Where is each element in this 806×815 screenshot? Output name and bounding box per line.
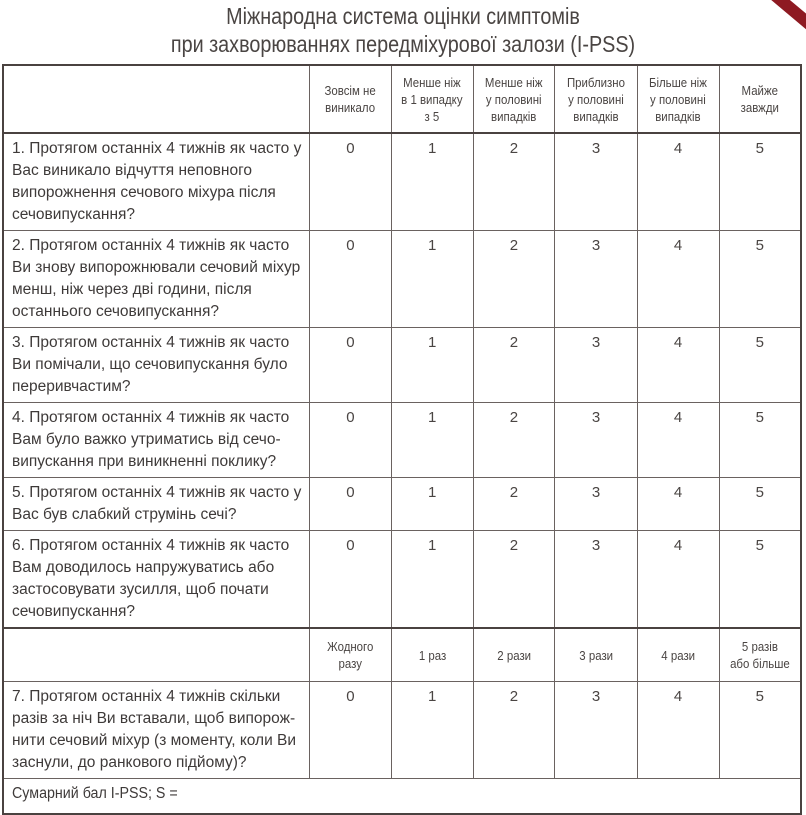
header-freq-4 xyxy=(637,65,719,133)
score-option[interactable]: 0 xyxy=(309,231,391,328)
score-option[interactable]: 1 xyxy=(391,403,473,478)
question-3-text: 3. Протягом останніх 4 тижнів як часто Ви помічали, що сечовипускання було переривчастим? xyxy=(3,328,309,403)
score-option[interactable]: 3 xyxy=(555,682,637,779)
score-option[interactable]: 4 xyxy=(637,231,719,328)
score-option[interactable]: 1 xyxy=(391,682,473,779)
title-line-2: при захворюваннях передміхурової залози (I-PSS) xyxy=(170,31,636,57)
header-freq-0 xyxy=(309,65,391,133)
score-option[interactable]: 3 xyxy=(555,478,637,531)
header-empty-cell xyxy=(3,65,309,133)
score-option[interactable]: 2 xyxy=(473,231,555,328)
score-option[interactable]: 0 xyxy=(309,328,391,403)
header-label: Майже завжди xyxy=(740,83,779,115)
question-row-3 xyxy=(3,328,801,403)
ipss-table xyxy=(2,64,802,815)
score-option[interactable]: 2 xyxy=(473,133,555,231)
score-option[interactable]: 1 xyxy=(391,231,473,328)
question-1-text: 1. Протягом останніх 4 тижнів як часто у Вас виникало відчуття неповного випорожнення сечового міхура після сечовипускання? xyxy=(3,133,309,231)
score-option[interactable]: 0 xyxy=(309,478,391,531)
score-option[interactable]: 3 xyxy=(555,403,637,478)
score-option[interactable]: 0 xyxy=(309,682,391,779)
score-option[interactable]: 4 xyxy=(637,133,719,231)
question-7-text: 7. Протягом останніх 4 тижнів скільки разів за ніч Ви вставали, щоб випорож-нити сечовий міхур (з моменту, коли Ви заснули, до ранкового підйому)? xyxy=(3,682,309,779)
score-option[interactable]: 3 xyxy=(555,328,637,403)
header-nocturia-0 xyxy=(309,628,391,682)
score-option[interactable]: 0 xyxy=(309,531,391,629)
score-option[interactable]: 3 xyxy=(555,531,637,629)
question-row-6 xyxy=(3,531,801,629)
score-option[interactable]: 5 xyxy=(719,403,801,478)
score-option[interactable]: 0 xyxy=(309,403,391,478)
question-row-7 xyxy=(3,682,801,779)
nocturia-header-empty-cell xyxy=(3,628,309,682)
score-option[interactable]: 4 xyxy=(637,682,719,779)
header-label: 3 рази xyxy=(579,647,613,663)
score-option[interactable]: 3 xyxy=(555,231,637,328)
score-option[interactable]: 5 xyxy=(719,531,801,629)
question-5-text: 5. Протягом останніх 4 тижнів як часто у Вас був слабкий струмінь сечі? xyxy=(3,478,309,531)
header-nocturia-4 xyxy=(637,628,719,682)
score-option[interactable]: 2 xyxy=(473,328,555,403)
score-option[interactable]: 2 xyxy=(473,478,555,531)
corner-stripe-dark xyxy=(752,0,806,50)
score-option[interactable]: 5 xyxy=(719,478,801,531)
score-option[interactable]: 4 xyxy=(637,531,719,629)
header-label: Більше ніж у половині випадків xyxy=(649,74,708,124)
score-option[interactable]: 1 xyxy=(391,531,473,629)
question-row-1 xyxy=(3,133,801,231)
score-option[interactable]: 1 xyxy=(391,133,473,231)
nocturia-header-row xyxy=(3,628,801,682)
question-6-text: 6. Протягом останніх 4 тижнів як часто Вам доводилось напружуватись або застосовувати зусилля, щоб почати сечовипускання? xyxy=(3,531,309,629)
header-nocturia-3 xyxy=(555,628,637,682)
score-option[interactable]: 1 xyxy=(391,478,473,531)
questions-body xyxy=(3,133,801,628)
header-label: Жодного разу xyxy=(327,639,374,671)
question-2-text: 2. Протягом останніх 4 тижнів як часто Ви знову випорожнювали сечовий міхур менш, ніж через дві години, після останнього сечовипускання? xyxy=(3,231,309,328)
total-score-cell[interactable] xyxy=(3,779,801,815)
question-row-5 xyxy=(3,478,801,531)
score-option[interactable]: 5 xyxy=(719,133,801,231)
score-option[interactable]: 5 xyxy=(719,328,801,403)
score-option[interactable]: 1 xyxy=(391,328,473,403)
total-row xyxy=(3,779,801,815)
header-freq-1 xyxy=(391,65,473,133)
score-option[interactable]: 2 xyxy=(473,682,555,779)
title-line-1: Міжнародна система оцінки симптомів xyxy=(226,3,580,29)
header-label: Менше ніж у половині випадків xyxy=(485,74,543,124)
score-option[interactable]: 2 xyxy=(473,403,555,478)
header-label: 2 рази xyxy=(497,647,531,663)
page-title xyxy=(56,2,749,58)
header-freq-2 xyxy=(473,65,555,133)
header-label: Менше ніж в 1 випадку з 5 xyxy=(401,74,463,124)
score-option[interactable]: 4 xyxy=(637,328,719,403)
score-option[interactable]: 5 xyxy=(719,231,801,328)
score-option[interactable]: 2 xyxy=(473,531,555,629)
header-freq-3 xyxy=(555,65,637,133)
question-row-2 xyxy=(3,231,801,328)
score-option[interactable]: 4 xyxy=(637,403,719,478)
score-option[interactable]: 5 xyxy=(719,682,801,779)
corner-decoration xyxy=(746,0,806,50)
header-label: 5 разів або більше xyxy=(729,639,790,671)
score-option[interactable]: 0 xyxy=(309,133,391,231)
question-4-text: 4. Протягом останніх 4 тижнів як часто Вам було важко утриматись від сечо-випускання при виникненні поклику? xyxy=(3,403,309,478)
header-nocturia-1 xyxy=(391,628,473,682)
header-label: Приблизно у половині випадків xyxy=(567,74,626,124)
frequency-header-row xyxy=(3,65,801,133)
header-label: Зовсім не виникало xyxy=(324,83,377,115)
header-freq-5 xyxy=(719,65,801,133)
total-score-label: Сумарний бал I-PSS; S = xyxy=(12,785,178,802)
header-label: 4 рази xyxy=(661,647,695,663)
question-row-4 xyxy=(3,403,801,478)
score-option[interactable]: 3 xyxy=(555,133,637,231)
header-nocturia-5 xyxy=(719,628,801,682)
header-nocturia-2 xyxy=(473,628,555,682)
score-option[interactable]: 4 xyxy=(637,478,719,531)
header-label: 1 раз xyxy=(418,647,446,663)
